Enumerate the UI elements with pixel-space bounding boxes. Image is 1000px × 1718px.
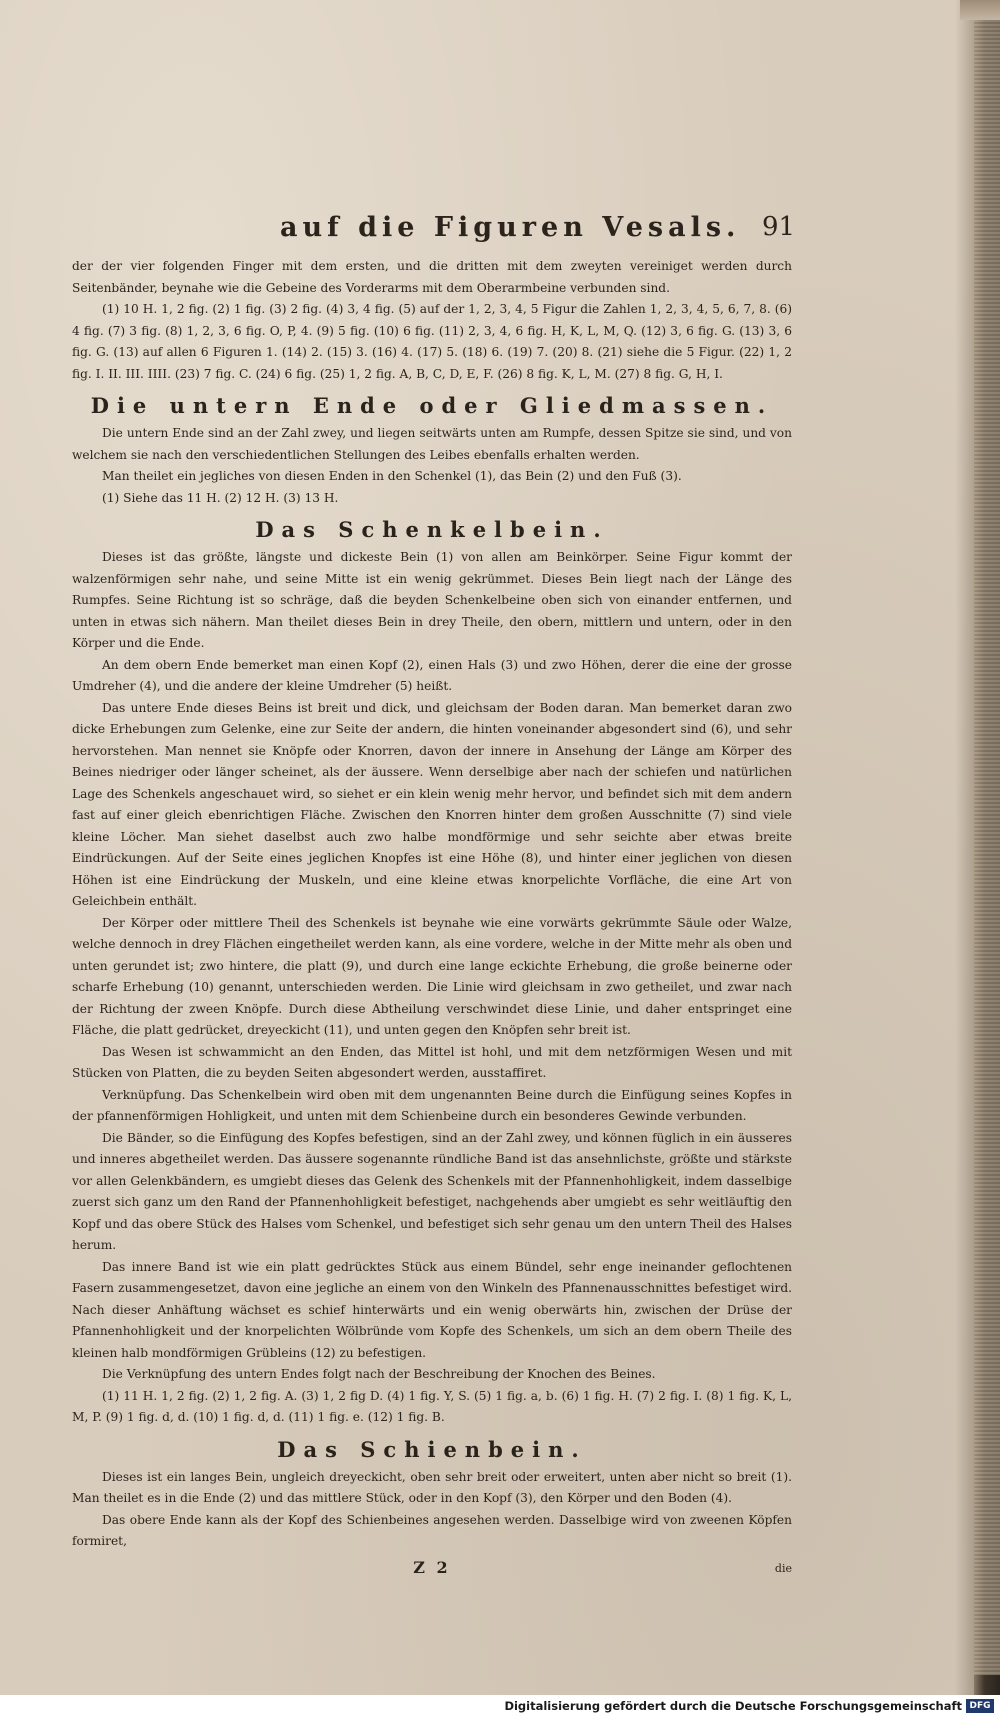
paragraph: Die Bänder, so die Einfügung des Kopfes befestigen, sind an der Zahl zwey, und können füglich in ein äusseres und inneres abgetheilet werden. Das äussere sogenannte ründliche Band ist das ansehnlichste, größte und stärkste vor allen Gelenkbändern, es umgiebt dieses das Gelenk des Schenkels mit der Pfannenhohligkeit, indem dasselbige zuerst sich ganz um den Rand der Pfannenhohligkeit befestiget, nachgehends aber umgiebt es sehr weitläuftig den Kopf und das obere Stück des Halses vom Schenkel, und befestiget sich sehr genau um den untern Theil des Halses herum. [72,1130,792,1252]
paragraph: der der vier folgenden Finger mit dem ersten, und die dritten mit dem zweyten vereiniget werden durch Seitenbänder, beynahe wie die Gebeine des Vorderarms mit dem Oberarmbeine verbunden sind. [72,259,792,295]
paragraph: Man theilet ein jegliches von diesen Enden in den Schenkel (1), das Bein (2) und den Fuß (3). [102,469,682,483]
section-title: Das Schenkelbein. [255,517,609,542]
page-body [72,256,792,1580]
paragraph: Dieses ist ein langes Bein, ungleich dreyeckicht, oben sehr breit oder erweitert, unten aber nicht so breit (1). Man theilet es in die Ende (2) und das mittlere Stück, oder in den Kopf (3), den Körper und den Boden (4). [72,1469,792,1505]
paragraph: Das innere Band ist wie ein platt gedrücktes Stück aus einem Bündel, sehr enge ineinander geflochtenen Fasern zusammengesetzet, davon eine jegliche an einem von den Winkeln des Pfannenausschnittes befestiget wird. Nach dieser Anhäftung wächset es schief hinterwärts und ein wenig oberwärts hin, zwischen der Drüse der Pfannenhohligkeit und der knorpelichten Wölbründe vom Kopfe des Schenkels, um sich an dem obern Theile des kleinen halb mondförmigen Grübleins (12) zu befestigen. [72,1259,792,1360]
paragraph: Dieses ist das größte, längste und dickeste Bein (1) von allen am Beinkörper. Seine Figur kommt der walzenförmigen sehr nahe, und seine Mitte ist ein wenig gekrümmet. Dieses Bein liegt nach der Länge des Rumpfes. Seine Richtung ist so schräge, daß die beyden Schenkelbeine oben sich von einander entfernen, und unten in etwas sich nähern. Man theilet dieses Bein in drey Theile, den obern, mittlern und untern, oder in den Körper und die Ende. [72,550,792,650]
paragraph: Verknüpfung. Das Schenkelbein wird oben mit dem ungenannten Beine durch die Einfügung seines Kopfes in der pfannenförmigen Hohligkeit, und unten mit dem Schienbeine durch ein besonderes Gewinde verbunden. [72,1087,792,1123]
footer-credit: Digitalisierung gefördert durch die Deutsche Forschungsgemeinschaft [504,1699,962,1713]
paragraph: Das obere Ende kann als der Kopf des Schienbeines angesehen werden. Dasselbige wird von zweenen Köpfen formiret, [72,1512,792,1548]
footnotes: (1) 11 H. 1, 2 fig. (2) 1, 2 fig. A. (3) 1, 2 fig D. (4) 1 fig. Y, S. (5) 1 fig. a, b. (6) 1 fig. H. (7) 2 fig. I. (8) 1 fig. K, L, M, P. (9) 1 fig. d, d. (10) 1 fig. d, d. (11) 1 fig. e. (12) 1 fig. B. [72,1388,792,1424]
paragraph: An dem obern Ende bemerket man einen Kopf (2), einen Hals (3) und zwo Höhen, derer die eine der grosse Umdreher (4), und die andere der kleine Umdreher (5) heißt. [72,657,792,693]
page-edge-shadow [955,0,974,1695]
signature-mark: Z 2 [413,1557,451,1577]
paragraph: Der Körper oder mittlere Theil des Schenkels ist beynahe wie eine vorwärts gekrümmte Säule oder Walze, welche dennoch in drey Flächen eingetheilet werden kann, als eine vordere, welche in der Mitte mehr als oben und unten gerundet ist; zwo hintere, die platt (9), und durch eine lange eckichte Erhebung, die große beinerne oder scharfe Erhebung (10) genannt, unterschieden werden. Die Linie wird gleichsam in zwo getheilet, und zwar nach der Richtung der zween Knöpfe. Durch diese Abtheilung verschwindet diese Linie, und daher entspringet eine Fläche, die platt gedrücket, dreyeckicht (11), und unten gegen den Knöpfen sehr breit ist. [72,915,792,1037]
footnotes: (1) Siehe das 11 H. (2) 12 H. (3) 13 H. [102,490,339,505]
page-number: 91 [762,212,796,242]
dfg-logo: DFG [966,1699,994,1713]
page-header [0,212,974,252]
footer-bar [0,1695,1000,1718]
catchword: die [774,1562,792,1575]
footnotes: (1) 10 H. 1, 2 fig. (2) 1 fig. (3) 2 fig. (4) 3, 4 fig. (5) auf der 1, 2, 3, 4, 5 Figur die Zahlen 1, 2, 3, 4, 5, 6, 7, 8. (6) 4 fig. (7) 3 fig. (8) 1, 2, 3, 6 fig. O, P, 4. (9) 5 fig. (10) 6 fig. (11) 2, 3, 4, 6 fig. H, K, L, M, Q. (12) 3, 6 fig. G. (13) 3, 6 fig. G. (13) auf allen 6 Figuren 1. (14) 2. (15) 3. (16) 4. (17) 5. (18) 6. (19) 7. (20) 8. (21) siehe die 5 Figur. (22) 1, 2 fig. I. II. III. IIII. (23) 7 fig. C. (24) 6 fig. (25) 1, 2 fig. A, B, C, D, E, F. (26) 8 fig. K, L, M. (27) 8 fig. G, H, I. [72,302,792,381]
page-edges [974,20,1000,1675]
section-title: Das Schienbein. [277,1436,587,1462]
top-fold [960,0,1000,20]
signature-line [72,1557,792,1580]
paragraph: Die Verknüpfung des untern Endes folgt nach der Beschreibung der Knochen des Beines. [102,1367,656,1381]
paragraph: Das Wesen ist schwammicht an den Enden, das Mittel ist hohl, und mit dem netzförmigen Wesen und mit Stücken von Platten, die zu beyden Seiten abgesondert werden, ausstaffiret. [72,1044,792,1080]
paragraph: Die untern Ende sind an der Zahl zwey, und liegen seitwärts unten am Rumpfe, dessen Spitze sie sind, und von welchem sie nach den verschiedentlichen Stellungen des Leibes ebenfalls erhalten werden. [72,426,792,462]
section-title: Die untern Ende oder Gliedmassen. [90,393,774,418]
paragraph: Das untere Ende dieses Beins ist breit und dick, und gleichsam der Boden daran. Man bemerket daran zwo dicke Erhebungen zum Gelenke, eine zur Seite der andern, die hinten voneinander abgesondert sind (6), und sehr hervorstehen. Man nennet sie Knöpfe oder Knorren, davon der innere in Ansehung der Länge am Körper des Beines niedriger oder länger scheinet, als der äussere. Wenn derselbige aber nach der schiefen und natürlichen Lage des Schenkels angeschauet wird, so siehet er ein klein wenig mehr hervor, und befindet sich mit dem andern fast auf einer gleich ebenrichtigen Fläche. Zwischen den Knorren hinter dem großen Ausschnitte (7) sind viele kleine Löcher. Man siehet daselbst auch zwo halbe mondförmige und sehr seichte aber etwas breite Eindrückungen. Auf der Seite eines jeglichen Knopfes ist eine Höhe (8), und hinter einer jeglichen von diesen Höhen ist eine Eindrückung der Muskeln, und eine kleine etwas knorpelichte Vorfläche, die eine Art von Geleichbein enthält. [72,700,792,908]
running-head: auf die Figuren Vesals. [280,212,741,243]
